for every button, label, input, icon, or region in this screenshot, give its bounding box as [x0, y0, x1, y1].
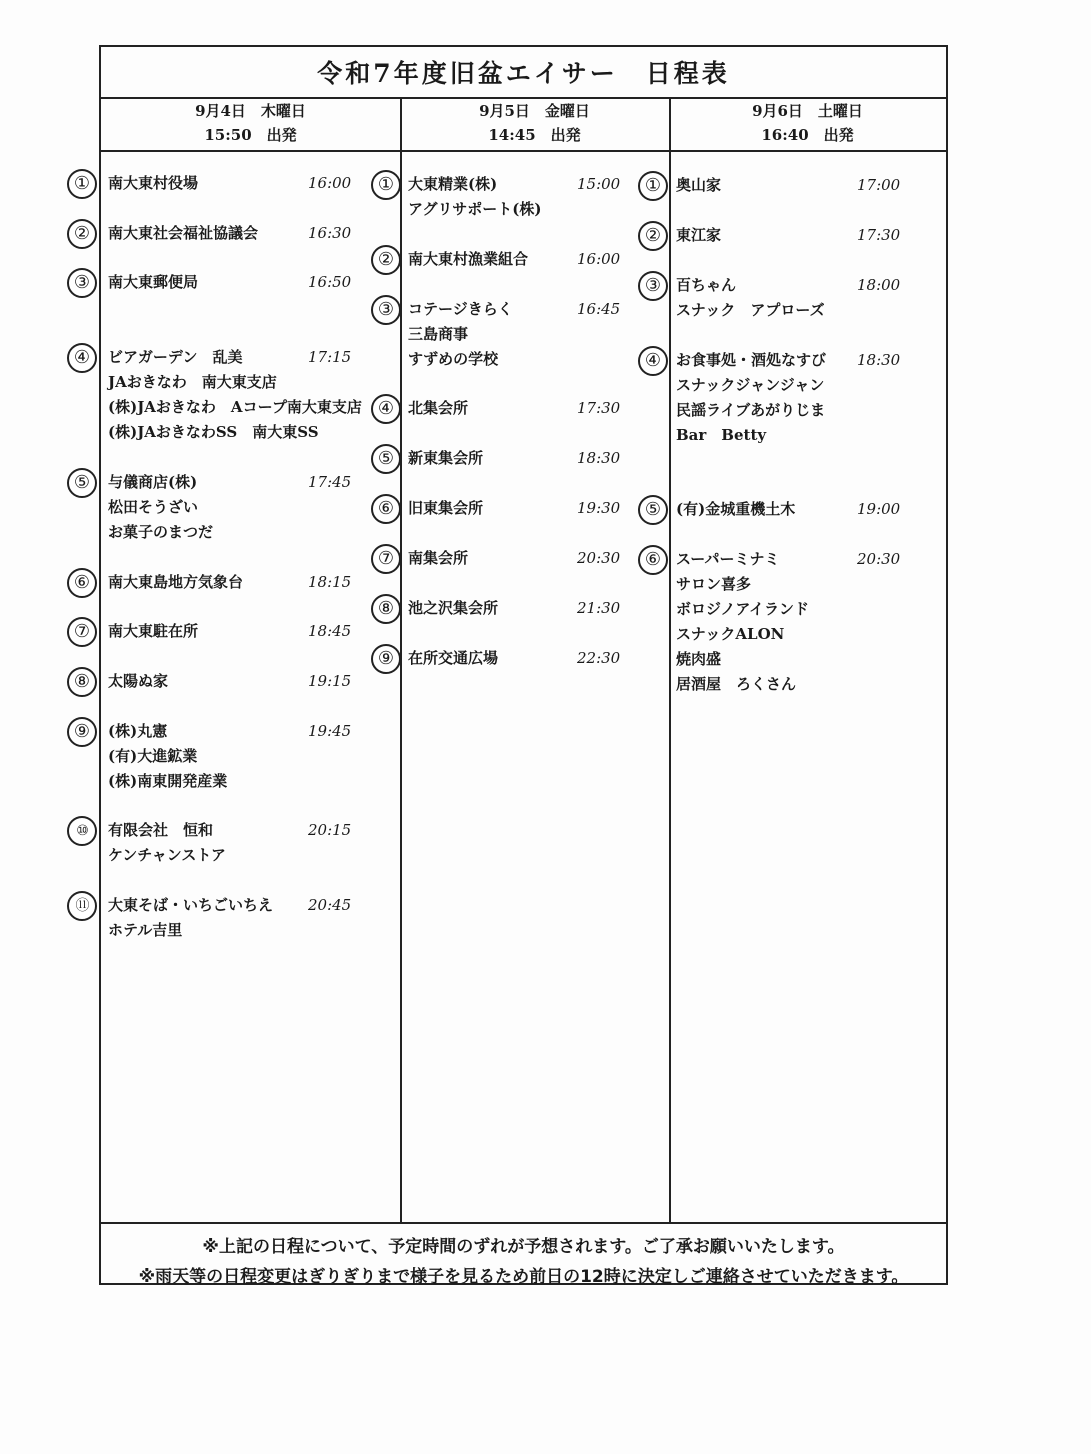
- stop-number: ④: [371, 394, 401, 424]
- stop-number: ⑥: [638, 545, 668, 575]
- stop-time: 20:15: [308, 821, 352, 839]
- stop-number: ⑥: [67, 568, 97, 598]
- stop-time: 16:50: [308, 273, 352, 291]
- stop-names: [108, 619, 198, 644]
- stop-name: 奥山家: [676, 176, 722, 194]
- day1-date: 9月4日 木曜日: [195, 102, 306, 120]
- stop-names: [408, 596, 498, 621]
- stop-number: ⑧: [67, 667, 97, 697]
- column-divider-2: [669, 99, 671, 1223]
- day1-depart: 15:50 出発: [204, 126, 297, 144]
- stop-name: Bar Betty: [676, 426, 767, 444]
- stop-name: (株)丸憲: [108, 722, 168, 740]
- stop-name: 大東そば・いちごいちえ: [108, 896, 274, 914]
- stop-time: 18:30: [577, 449, 621, 467]
- stop-time: 20:30: [857, 550, 901, 568]
- stop-name: 南集会所: [408, 549, 469, 567]
- stop-number: ⑨: [67, 717, 97, 747]
- stop-time: 16:45: [577, 300, 621, 318]
- stop-number: ⑤: [638, 495, 668, 525]
- stop-names: [108, 171, 198, 196]
- stop-number: ①: [371, 170, 401, 200]
- stop-time: 19:45: [308, 722, 352, 740]
- page-title: 令和7年度旧盆エイサー 日程表: [101, 47, 946, 99]
- stop-time: 20:30: [577, 549, 621, 567]
- stop-name: すずめの学校: [408, 350, 499, 368]
- stop-time: 17:30: [577, 399, 621, 417]
- stop-names: [676, 348, 826, 448]
- stop-names: [676, 273, 825, 323]
- day2-depart: 14:45 出発: [488, 126, 581, 144]
- stop-name: ボロジノアイランド: [676, 600, 810, 618]
- stop-name: アグリサポート(株): [408, 200, 542, 218]
- stop-name: (有)大進鉱業: [108, 747, 198, 765]
- stop-name: ビアガーデン 乱美: [108, 348, 243, 366]
- stop-name: 有限会社 恒和: [108, 821, 214, 839]
- stop-time: 18:00: [857, 276, 901, 294]
- stop-names: [408, 646, 498, 671]
- stop-time: 17:15: [308, 348, 352, 366]
- stop-name: スナックALON: [676, 625, 785, 643]
- stop-name: 在所交通広場: [408, 649, 499, 667]
- stop-name: 新東集会所: [408, 449, 484, 467]
- stop-names: [676, 223, 721, 248]
- stop-name: (株)南東開発産業: [108, 772, 228, 790]
- stop-name: ケンチャンストア: [108, 846, 226, 864]
- stop-names: [408, 297, 513, 372]
- stop-names: [108, 570, 243, 595]
- stop-names: [108, 270, 198, 295]
- stop-name: スナック アプローズ: [676, 301, 825, 319]
- stop-name: 東江家: [676, 226, 722, 244]
- note-1: ※上記の日程について、予定時間のずれが予想されます。ご了承お願いいたします。: [202, 1237, 845, 1257]
- stop-number: ③: [638, 271, 668, 301]
- stop-name: 居酒屋 ろくさん: [676, 675, 797, 693]
- stop-names: [676, 547, 809, 697]
- day1-header: [101, 99, 400, 150]
- stop-name: スナックジャンジャン: [676, 376, 825, 394]
- stop-names: [408, 247, 528, 272]
- stop-names: [408, 396, 468, 421]
- stop-names: [108, 221, 258, 246]
- stop-name: 大東精業(株): [408, 175, 498, 193]
- stop-time: 18:30: [857, 351, 901, 369]
- footer-notes: [101, 1222, 946, 1285]
- stop-number: ②: [67, 219, 97, 249]
- stop-name: (有)金城重機土木: [676, 500, 796, 518]
- stop-time: 22:30: [577, 649, 621, 667]
- stop-names: [108, 470, 213, 545]
- stop-name: 旧東集会所: [408, 499, 484, 517]
- stop-names: [108, 669, 168, 694]
- stop-names: [108, 818, 226, 868]
- stop-name: (株)JAおきなわSS 南大東SS: [108, 423, 319, 441]
- stop-names: [108, 893, 273, 943]
- stop-number: ⑨: [371, 644, 401, 674]
- stop-time: 17:30: [857, 226, 901, 244]
- day3-depart: 16:40 出発: [761, 126, 854, 144]
- stop-time: 16:30: [308, 224, 352, 242]
- stop-number: ⑤: [67, 468, 97, 498]
- day3-header: [669, 99, 946, 150]
- stop-name: 与儀商店(株): [108, 473, 198, 491]
- stop-number: ⑤: [371, 444, 401, 474]
- stop-name: JAおきなわ 南大東支店: [108, 373, 277, 391]
- stop-name: お菓子のまつだ: [108, 523, 214, 541]
- stop-name: 池之沢集会所: [408, 599, 499, 617]
- stop-names: [676, 173, 721, 198]
- day3-date: 9月6日 土曜日: [752, 102, 863, 120]
- stop-time: 19:15: [308, 672, 352, 690]
- stop-name: 南大東社会福祉協議会: [108, 224, 259, 242]
- stop-number: ⑥: [371, 494, 401, 524]
- stop-number: ③: [371, 295, 401, 325]
- stop-number: ⑦: [67, 617, 97, 647]
- stop-number: ⑦: [371, 544, 401, 574]
- stop-name: お食事処・酒処なすび: [676, 351, 827, 369]
- stop-time: 17:00: [857, 176, 901, 194]
- stop-names: [676, 497, 795, 522]
- stop-names: [408, 546, 468, 571]
- stop-name: スーパーミナミ: [676, 550, 780, 568]
- stop-name: サロン喜多: [676, 575, 752, 593]
- stop-time: 15:00: [577, 175, 621, 193]
- stop-number: ④: [638, 346, 668, 376]
- stop-name: 松田そうざい: [108, 498, 199, 516]
- day2-date: 9月5日 金曜日: [479, 102, 590, 120]
- header-divider: [101, 150, 946, 152]
- day2-header: [400, 99, 669, 150]
- stop-name: 民謡ライブあがりじま: [676, 401, 826, 419]
- stop-time: 19:00: [857, 500, 901, 518]
- stop-time: 18:15: [308, 573, 352, 591]
- stop-names: [408, 496, 483, 521]
- stop-number: ⑩: [67, 816, 97, 846]
- stop-time: 18:45: [308, 622, 352, 640]
- stop-names: [408, 172, 541, 222]
- stop-name: 焼肉盛: [676, 650, 722, 668]
- stop-number: ①: [638, 171, 668, 201]
- stop-name: (株)JAおきなわ Aコープ南大東支店: [108, 398, 362, 416]
- stop-name: 南大東村漁業組合: [408, 250, 529, 268]
- stop-name: 三島商事: [408, 325, 469, 343]
- stop-time: 16:00: [308, 174, 352, 192]
- stop-name: 南大東村役場: [108, 174, 199, 192]
- stop-names: [408, 446, 483, 471]
- stop-name: 百ちゃん: [676, 276, 737, 294]
- stop-name: 南大東郵便局: [108, 273, 199, 291]
- stop-name: 太陽ぬ家: [108, 672, 169, 690]
- stop-number: ②: [371, 245, 401, 275]
- stop-name: コテージきらく: [408, 300, 513, 318]
- stop-time: 17:45: [308, 473, 352, 491]
- stop-number: ④: [67, 343, 97, 373]
- stop-time: 21:30: [577, 599, 621, 617]
- stop-name: 南大東駐在所: [108, 622, 199, 640]
- stop-number: ⑧: [371, 594, 401, 624]
- stop-time: 16:00: [577, 250, 621, 268]
- stop-number: ②: [638, 221, 668, 251]
- stop-name: 南大東島地方気象台: [108, 573, 244, 591]
- note-2: ※雨天等の日程変更はぎりぎりまで様子を見るため前日の12時に決定しご連絡させていただきます。: [138, 1267, 909, 1287]
- stop-number: ③: [67, 268, 97, 298]
- stop-number: ⑪: [67, 891, 97, 921]
- stop-time: 19:30: [577, 499, 621, 517]
- stop-number: ①: [67, 169, 97, 199]
- stop-name: 北集会所: [408, 399, 469, 417]
- stop-name: ホテル吉里: [108, 921, 183, 939]
- stop-names: [108, 719, 227, 794]
- stop-time: 20:45: [308, 896, 352, 914]
